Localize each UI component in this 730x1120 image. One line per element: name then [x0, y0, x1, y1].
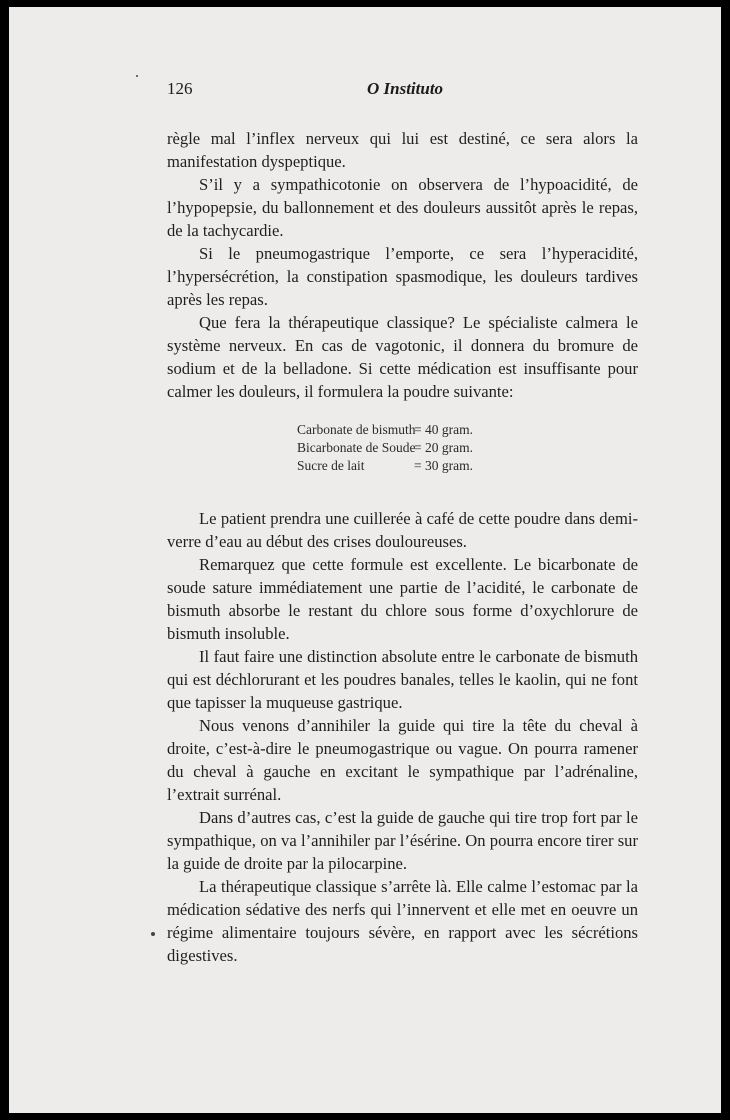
paragraph: La thérapeutique classique s’arrête là. Elle calme l’estomac par la médication sédative des nerfs qui l’innervent et elle met en oeuvre un régime alimentaire toujours sévère, en rapport avec les sécrétions digestives.	[167, 877, 638, 965]
paragraph: Dans d’autres cas, c’est la guide de gauche qui tire trop fort par le sympathique, on va l’annihiler par l’ésérine. On pourra encore tirer sur la guide de droite par la pilocarpine.	[167, 808, 638, 873]
paragraph: Remarquez que cette formule est excellente. Le bicarbonate de soude sature immédiatement une partie de l’acidité, le carbonate de bismuth absorbe le restant du chlore sous forme d’oxychlorure de bismuth insoluble.	[167, 555, 638, 643]
scanned-page	[9, 7, 721, 1113]
formula-ingredient: Sucre de lait	[297, 458, 365, 473]
scan-speck	[136, 75, 138, 77]
prescription-formula	[297, 421, 638, 475]
formula-row	[297, 421, 638, 439]
formula-row	[297, 439, 638, 457]
formula-ingredient: Carbonate de bismuth	[297, 422, 416, 437]
running-title: O Instituto	[367, 79, 444, 98]
paragraph: règle mal l’inflex nerveux qui lui est destiné, ce sera alors la manifestation dyspeptique.	[167, 129, 638, 171]
formula-amount: = 30 gram.	[414, 458, 473, 473]
page-number: 126	[167, 79, 193, 98]
paragraph: S’il y a sympathicotonie on observera de l’hypoacidité, de l’hypopepsie, du ballonnement et des douleurs aussitôt après le repas, de la tachycardie.	[167, 175, 638, 240]
paragraph: Il faut faire une distinction absolute entre le carbonate de bismuth qui est déchlorurant et les poudres banales, telles le kaolin, qui ne font que tapisser la muqueuse gastrique.	[167, 647, 638, 712]
page-header	[167, 79, 653, 107]
paragraph: Si le pneumogastrique l’emporte, ce sera l’hyperacidité, l’hypersécrétion, la constipation spasmodique, les douleurs tardives après les repas.	[167, 244, 638, 309]
paragraph: Le patient prendra une cuillerée à café de cette poudre dans demi-verre d’eau au début des crises douloureuses.	[167, 509, 638, 551]
body-text	[167, 127, 638, 967]
formula-amount: = 40 gram.	[414, 422, 473, 437]
formula-amount: = 20 gram.	[414, 440, 473, 455]
formula-ingredient: Bicarbonate de Soude	[297, 440, 416, 455]
paragraph: Nous venons d’annihiler la guide qui tire la tête du cheval à droite, c’est-à-dire le pneumogastrique ou vague. On pourra ramener du cheval à gauche en excitant le sympathique par l’adrénaline, l’extrait surrénal.	[167, 716, 638, 804]
paragraph: Que fera la thérapeutique classique? Le spécialiste calmera le système nerveux. En cas de vagotonic, il donnera du bromure de sodium et de la belladone. Si cette médication est insuffisante pour calmer les douleurs, il formulera la poudre suivante:	[167, 313, 638, 401]
formula-row	[297, 457, 638, 475]
scan-speck	[151, 932, 155, 936]
